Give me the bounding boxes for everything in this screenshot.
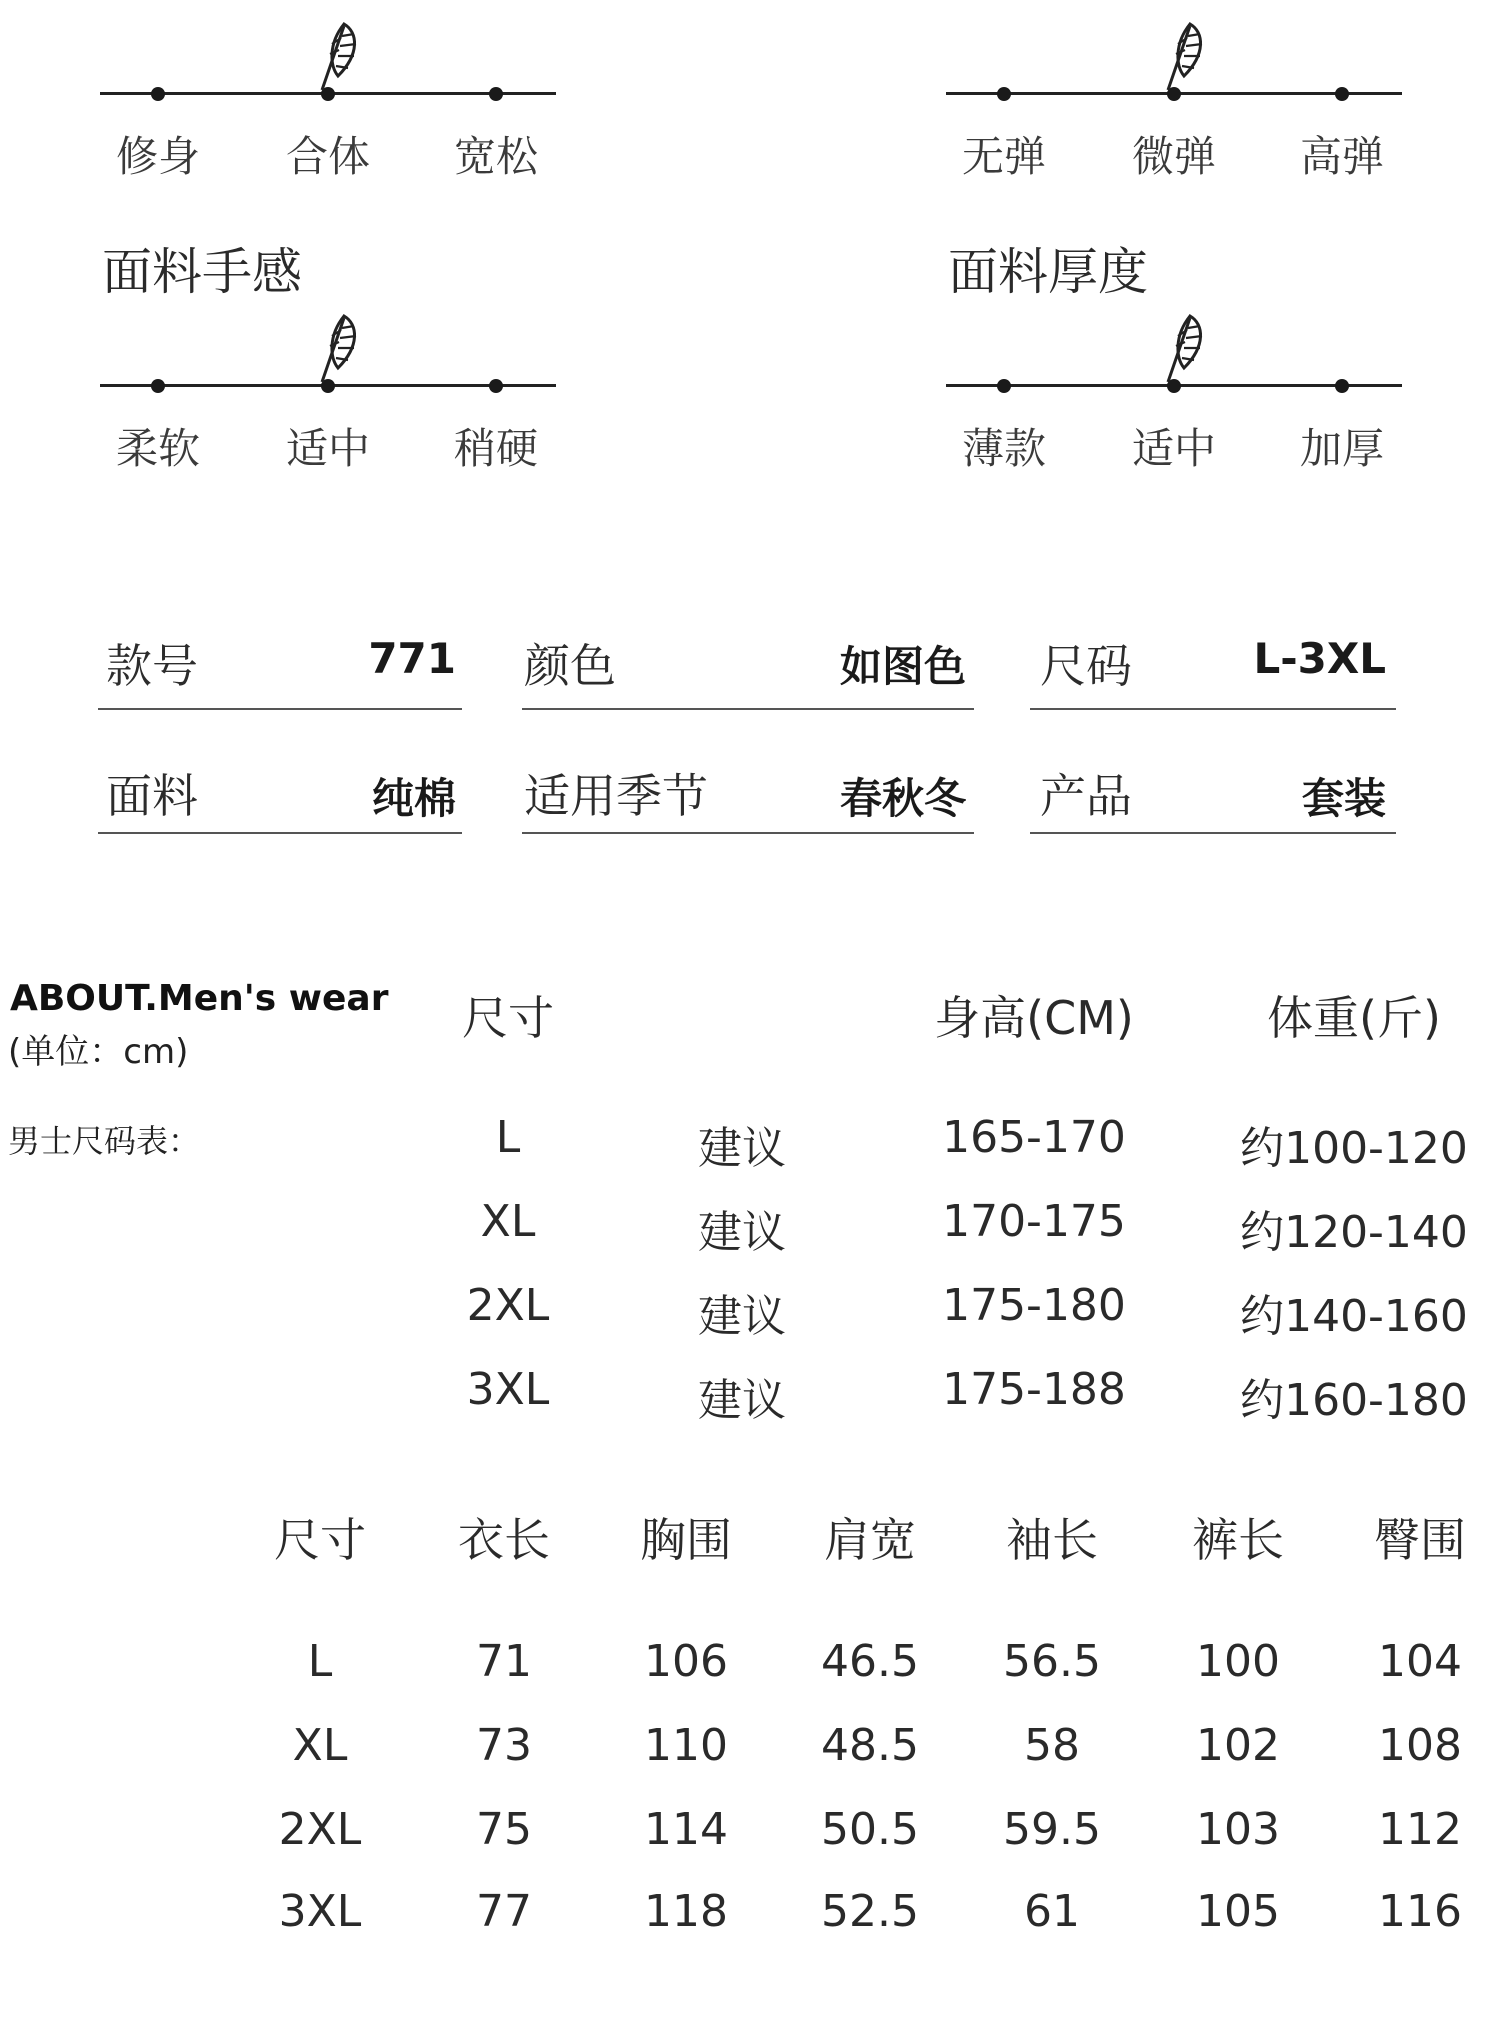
measure-cell: 48.5 [821, 1720, 919, 1771]
unit-note: (单位：cm) [8, 1032, 189, 1072]
measure-cell: 46.5 [821, 1636, 919, 1687]
guide-cell: L [495, 1112, 521, 1163]
measure-header: 胸围 [640, 1513, 732, 1567]
measure-cell: 104 [1378, 1636, 1462, 1687]
guide-cell: 建议 [698, 1291, 786, 1342]
measure-header: 袖长 [1006, 1513, 1098, 1567]
measure-cell: 108 [1378, 1720, 1462, 1771]
brand-title: ABOUT.Men's wear [10, 978, 389, 1019]
guide-cell: 约100-120 [1240, 1123, 1468, 1174]
guide-cell: 建议 [698, 1375, 786, 1426]
feather-icon [314, 20, 366, 92]
measure-cell: 73 [476, 1720, 532, 1771]
scale-option: 高弹 [1299, 132, 1384, 181]
measure-cell: 3XL [278, 1886, 362, 1937]
measure-cell: 71 [476, 1636, 532, 1687]
spec-divider [1030, 708, 1396, 710]
feather-icon [314, 312, 366, 384]
spec-divider [522, 832, 974, 834]
measure-cell: 100 [1196, 1636, 1280, 1687]
spec-value: 纯棉 [371, 774, 456, 823]
guide-cell: 约160-180 [1240, 1375, 1468, 1426]
measure-cell: 52.5 [821, 1886, 919, 1937]
scale-option: 修身 [115, 132, 200, 181]
scale-title: 面料厚度 [948, 243, 1148, 301]
scale-dot [997, 87, 1011, 101]
spec-value: 如图色 [839, 642, 966, 691]
measure-cell: 58 [1024, 1720, 1080, 1771]
spec-value: L-3XL [1253, 634, 1386, 683]
guide-header: 尺寸 [462, 991, 554, 1045]
scale-option: 无弹 [961, 132, 1046, 181]
measure-cell: 59.5 [1003, 1804, 1101, 1855]
guide-header: 身高(CM) [934, 991, 1134, 1045]
measure-cell: 110 [644, 1720, 728, 1771]
spec-divider [522, 708, 974, 710]
measure-header: 尺寸 [274, 1513, 366, 1567]
measure-cell: 116 [1378, 1886, 1462, 1937]
spec-value: 春秋冬 [839, 774, 966, 823]
guide-cell: 建议 [698, 1123, 786, 1174]
scale-dot [489, 379, 503, 393]
measure-cell: 112 [1378, 1804, 1462, 1855]
spec-value: 771 [368, 634, 456, 683]
measure-cell: 105 [1196, 1886, 1280, 1937]
measure-header: 臀围 [1374, 1513, 1466, 1567]
scale-title: 面料手感 [102, 243, 302, 301]
spec-label: 产品 [1040, 769, 1132, 823]
scale-dot [151, 379, 165, 393]
measure-cell: XL [292, 1720, 348, 1771]
measure-cell: 75 [476, 1804, 532, 1855]
spec-label: 面料 [106, 769, 198, 823]
guide-cell: XL [480, 1196, 536, 1247]
measure-header: 衣长 [458, 1513, 550, 1567]
measure-cell: 114 [644, 1804, 728, 1855]
size-chart-label: 男士尺码表： [8, 1122, 201, 1160]
spec-divider [98, 832, 462, 834]
spec-label: 适用季节 [524, 769, 708, 823]
feather-icon [1160, 20, 1212, 92]
measure-cell: 61 [1024, 1886, 1080, 1937]
measure-cell: 103 [1196, 1804, 1280, 1855]
guide-cell: 2XL [466, 1280, 550, 1331]
scale-dot [151, 87, 165, 101]
measure-cell: 77 [476, 1886, 532, 1937]
scale-dot [1335, 379, 1349, 393]
guide-cell: 170-175 [942, 1196, 1126, 1247]
guide-cell: 约140-160 [1240, 1291, 1468, 1342]
guide-header: 体重(斤) [1267, 991, 1441, 1045]
feather-icon [1160, 312, 1212, 384]
scale-option: 适中 [285, 424, 370, 473]
guide-cell: 建议 [698, 1207, 786, 1258]
guide-cell: 165-170 [942, 1112, 1126, 1163]
scale-option: 宽松 [453, 132, 538, 181]
measure-cell: L [307, 1636, 333, 1687]
scale-option: 适中 [1131, 424, 1216, 473]
measure-header: 裤长 [1192, 1513, 1284, 1567]
measure-cell: 106 [644, 1636, 728, 1687]
measure-cell: 2XL [278, 1804, 362, 1855]
scale-option: 稍硬 [453, 424, 538, 473]
measure-header: 肩宽 [824, 1513, 916, 1567]
measure-cell: 118 [644, 1886, 728, 1937]
scale-option: 合体 [285, 132, 370, 181]
scale-option: 加厚 [1299, 424, 1384, 473]
measure-cell: 102 [1196, 1720, 1280, 1771]
spec-divider [1030, 832, 1396, 834]
spec-label: 颜色 [524, 639, 616, 693]
measure-cell: 50.5 [821, 1804, 919, 1855]
scale-dot [1335, 87, 1349, 101]
spec-value: 套装 [1301, 774, 1386, 823]
scale-dot [997, 379, 1011, 393]
spec-label: 尺码 [1040, 639, 1132, 693]
scale-option: 薄款 [961, 424, 1046, 473]
guide-cell: 175-180 [942, 1280, 1126, 1331]
scale-dot [489, 87, 503, 101]
spec-divider [98, 708, 462, 710]
scale-option: 柔软 [115, 424, 200, 473]
guide-cell: 3XL [466, 1364, 550, 1415]
measure-cell: 56.5 [1003, 1636, 1101, 1687]
guide-cell: 约120-140 [1240, 1207, 1468, 1258]
scale-option: 微弹 [1131, 132, 1216, 181]
guide-cell: 175-188 [942, 1364, 1126, 1415]
spec-label: 款号 [106, 639, 198, 693]
